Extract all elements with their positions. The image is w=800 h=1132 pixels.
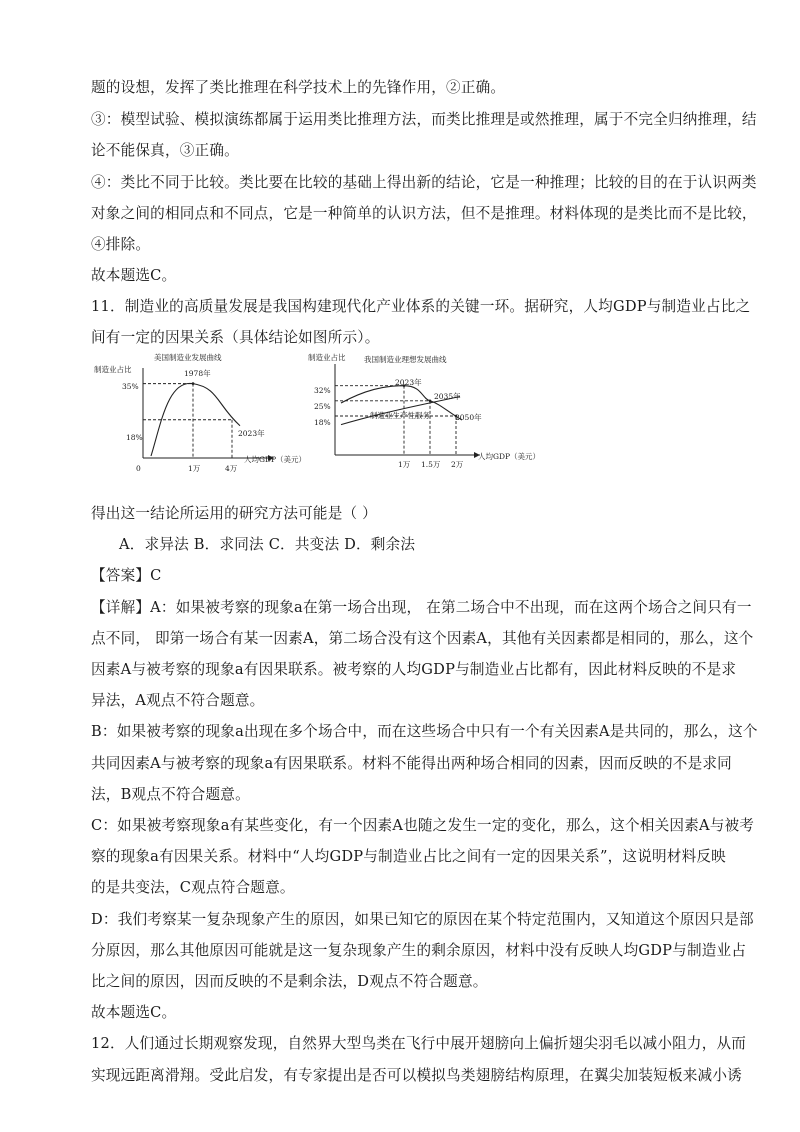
detail-line: 故本题选C。 xyxy=(91,1004,177,1021)
y-tick-label: 25% xyxy=(314,402,331,411)
x-tick-label: 1.5万 xyxy=(421,460,441,469)
text-line: 论不能保真，③正确。 xyxy=(91,142,239,159)
y-tick-label: 18% xyxy=(126,433,143,442)
question-11-text: 11．制造业的高质量发展是我国构建现代化产业体系的关键一环。据研究，人均GDP与制造业占比之 xyxy=(91,298,751,315)
detail-line: 因素A与被考察的现象a有因果联系。被考察的人均GDP与制造业占比都有，因此材料反映的不是求 xyxy=(91,661,737,678)
text-line: 对象之间的相同点和不同点，它是一种简单的认识方法，但不是推理。材料体现的是类比而不是比较， xyxy=(91,205,757,222)
detail-line: 共同因素A与被考察的现象a有因果联系。材料不能得出两种场合相同的因素，因而反映的不是求同 xyxy=(91,755,732,772)
detail-line: 异法，A观点不符合题意。 xyxy=(91,692,265,709)
annotation-2050: 2050年 xyxy=(455,413,482,422)
text-line: 题的设想，发挥了类比推理在科学技术上的先锋作用，②正确。 xyxy=(91,79,506,96)
x-axis-label: 人均GDP（美元） xyxy=(244,455,307,464)
point-1978 xyxy=(192,382,195,385)
y-tick-label: 35% xyxy=(122,382,139,391)
question-11-stem: 得出这一结论所运用的研究方法可能是（ ） xyxy=(91,505,377,522)
question-11-text: 间有一定的因果关系（具体结论如图所示）。 xyxy=(91,329,380,346)
question-12-text: 实现远距离滑翔。受此启发，有专家提出是否可以模拟鸟类翅膀结构原理，在翼尖加装短板来减小诱 xyxy=(91,1067,742,1084)
x-tick-label: 1万 xyxy=(188,464,201,473)
y-tick-label: 18% xyxy=(314,418,331,427)
annotation-2023: 2023年 xyxy=(395,378,422,387)
chart-title: 美国制造业发展曲线 xyxy=(154,353,222,362)
y-tick-label: 32% xyxy=(314,386,331,395)
detail-line: C：如果被考察现象a有某些变化，有一个因素A也随之发生一定的变化，那么，这个相关因素A与被考 xyxy=(91,817,755,834)
x-axis-label: 人均GDP（美元） xyxy=(478,452,541,461)
origin-label: 0 xyxy=(136,464,141,473)
data-point xyxy=(429,400,432,403)
china-manufacturing-chart xyxy=(308,348,548,473)
chart-title: 我国制造业理想发展曲线 xyxy=(364,355,447,364)
detail-line: D：我们考察某一复杂现象产生的原因，如果已知它的原因在某个特定范围内，又知道这个原因只是部 xyxy=(91,911,754,928)
detail-line: 法，B观点不符合题意。 xyxy=(91,786,250,803)
us-manufacturing-chart xyxy=(94,348,307,473)
question-12-text: 12．人们通过长期观察发现，自然界大型鸟类在飞行中展开翅膀向上偏折翅尖羽毛以减小阻力，从而 xyxy=(91,1035,747,1052)
text-line: ③：模型试验、模拟演练都属于运用类比推理方法，而类比推理是或然推理，属于不完全归纳推理，结 xyxy=(91,111,757,128)
annotation-1978: 1978年 xyxy=(184,369,211,378)
detail-line: 分原因，那么其他原因可能就是这一复杂现象产生的剩余原因，材料中没有反映人均GDP与制造业占 xyxy=(91,942,747,959)
text-line: 故本题选C。 xyxy=(91,267,177,284)
text-line: ④排除。 xyxy=(91,236,151,253)
detail-line: 察的现象a有因果关系。材料中“人均GDP与制造业占比之间有一定的因果关系”，这说明材料反映 xyxy=(91,848,726,865)
x-tick-label: 2万 xyxy=(451,460,464,469)
detail-line: 的是共变法，C观点符合题意。 xyxy=(91,879,295,896)
answer-label: 【答案】C xyxy=(91,567,162,584)
annotation-2023: 2023年 xyxy=(238,429,265,438)
text-line: ④：类比不同于比较。类比要在比较的基础上得出新的结论，它是一种推理；比较的目的在于认识两类 xyxy=(91,174,757,191)
annotation-service-curve: 制造业生产性服务 xyxy=(370,411,430,420)
y-axis-label: 制造业占比 xyxy=(94,365,132,374)
detail-line: 【详解】A：如果被考察的现象a在第一场合出现， 在第二场合中不出现，而在这两个场合之间只有一 xyxy=(91,599,752,616)
detail-line: 点不同， 即第一场合有某一因素A，第二场合没有这个因素A，其他有关因素都是相同的，那么，这个 xyxy=(91,630,754,647)
detail-line: B：如果被考察的现象a出现在多个场合中，而在这些场合中只有一个有关因素A是共同的，那么，这个 xyxy=(91,723,758,740)
x-tick-label: 4万 xyxy=(225,464,238,473)
detail-line: 比之间的原因，因而反映的不是剩余法，D观点不符合题意。 xyxy=(91,973,488,990)
annotation-2035: 2035年 xyxy=(434,392,461,401)
y-axis-label: 制造业占比 xyxy=(308,353,346,362)
question-11-options: A．求异法 B．求同法 C．共变法 D．剩余法 xyxy=(119,536,416,553)
axes xyxy=(143,368,274,461)
x-tick-label: 1万 xyxy=(398,460,411,469)
